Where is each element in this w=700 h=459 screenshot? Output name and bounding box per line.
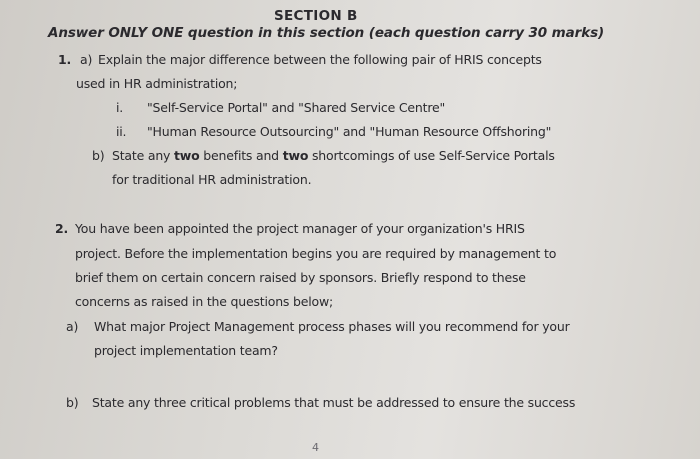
q1a-text: Explain the major difference between the following pair of HRIS concepts	[98, 52, 542, 67]
q1b-label: b)	[92, 148, 105, 163]
page-number: 4	[312, 441, 319, 454]
q1a-label: a)	[80, 52, 93, 67]
q2a-text: What major Project Management process phases will you recommend for your	[94, 319, 570, 334]
q2-line3: brief them on certain concern raised by sponsors. Briefly respond to these	[75, 270, 526, 285]
q2a-text-cont: project implementation team?	[94, 343, 278, 358]
q1-ii-label: ii.	[116, 124, 127, 139]
q1b-bold2: two	[282, 148, 309, 163]
q2b-label: b)	[66, 395, 79, 410]
q1b-text-cont: for traditional HR administration.	[112, 172, 312, 187]
section-heading: SECTION B	[274, 8, 358, 24]
q1b-bold1: two	[174, 148, 200, 163]
q1-i-text: "Self-Service Portal" and "Shared Service Centre"	[147, 100, 446, 115]
q1-number: 1.	[58, 52, 72, 67]
q1b-part1: State any	[112, 148, 175, 163]
q1b-part3: shortcomings of use Self-Service Portals	[308, 148, 555, 163]
q2a-label: a)	[66, 319, 79, 334]
section-instruction: Answer ONLY ONE question in this section (each question carry 30 marks)	[48, 25, 605, 41]
q2-number: 2.	[55, 221, 69, 236]
q2b-text: State any three critical problems that must be addressed to ensure the success	[92, 395, 576, 410]
q1b-text	[112, 148, 555, 163]
q1-ii-text: "Human Resource Outsourcing" and "Human Resource Offshoring"	[147, 124, 552, 139]
q2-line4: concerns as raised in the questions below;	[75, 294, 333, 309]
q2-line2: project. Before the implementation begins you are required by management to	[75, 246, 557, 261]
q1a-text-cont: used in HR administration;	[76, 76, 238, 91]
q2-line1: You have been appointed the project manager of your organization's HRIS	[75, 221, 525, 236]
q1-i-label: i.	[116, 100, 124, 115]
q1b-part2: benefits and	[199, 148, 283, 163]
